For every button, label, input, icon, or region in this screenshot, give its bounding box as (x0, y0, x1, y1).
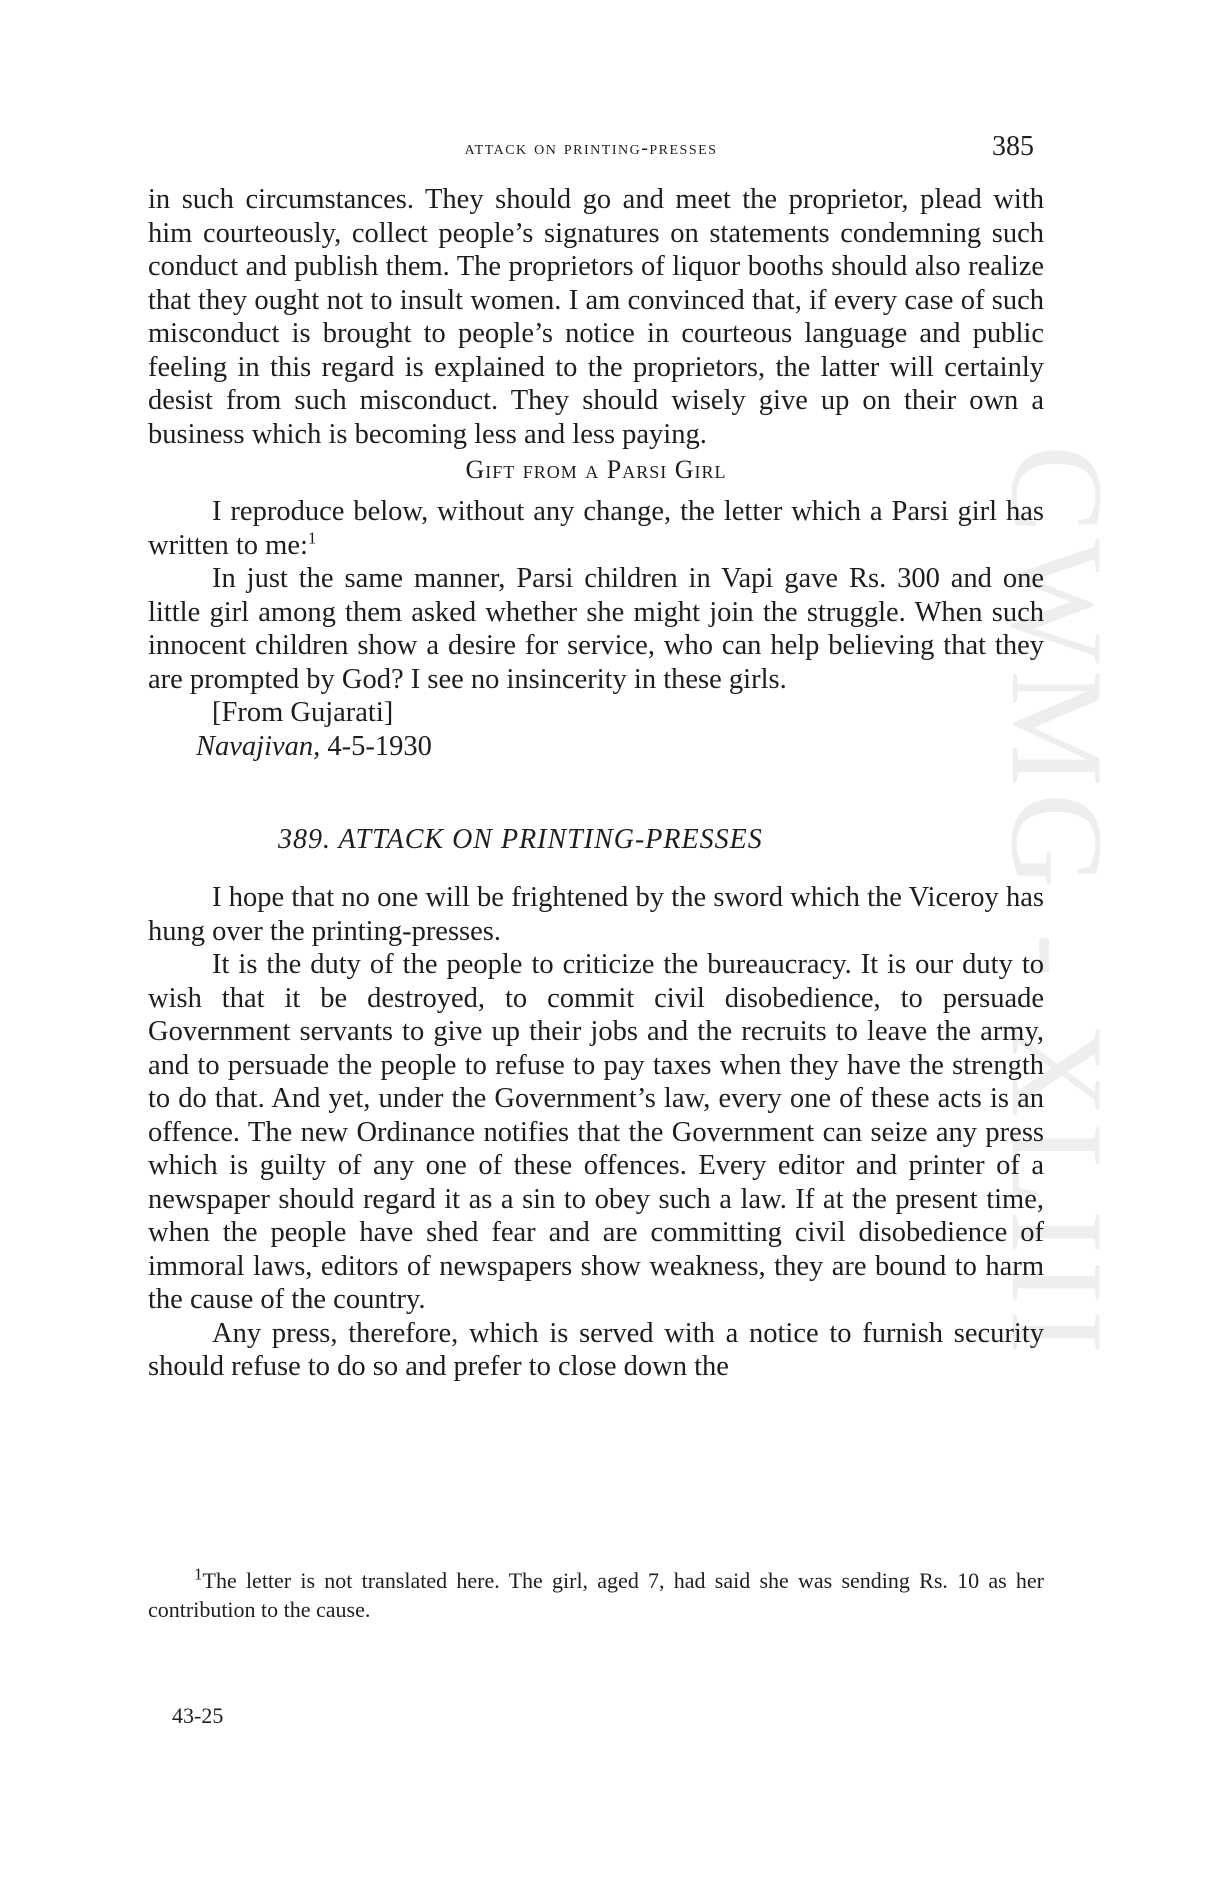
signature-mark: 43-25 (172, 1703, 224, 1728)
section-paragraph-2: In just the same manner, Parsi children in Vapi gave Rs. 300 and one little girl among them asked whether she might join the struggle. When such innocent children show a desire for service, who can help believing that they are prompted by God? I see no insincerity in these girls. (148, 563, 1044, 695)
footnote-reference: 1 (307, 528, 317, 547)
watermark-text: CWMG - XLIII (984, 445, 1131, 1361)
continuation-paragraph: in such circumstances. They should go and meet the proprietor, plead with him courteously, collect people’s signatures on statements condemning such conduct and publish them. The proprietors of liquor booths should also realize that they ought not to insult women. I am convinced that, if every case of such misconduct is brought to people’s notice in courteous language and public feeling in this regard is explained to the proprietors, the latter will certainly desist from such misconduct. They should wisely give up on their own a business which is becoming less and less paying. (148, 184, 1044, 450)
footnote-marker: 1 (194, 1564, 203, 1584)
article-paragraph-3: Any press, therefore, which is served with a notice to furnish security should refuse to do so and prefer to close down the (148, 1317, 1044, 1382)
section-paragraph-1-text: I reproduce below, without any change, the letter which a Parsi girl has written to me: (148, 496, 1044, 561)
footnote-body: The letter is not translated here. The girl, aged 7, had said she was sending Rs. 10 as her contribution to the cause. (148, 1568, 1044, 1622)
footnote-text (148, 1566, 1044, 1624)
page-body (148, 183, 1044, 1384)
footnote (148, 1566, 1044, 1624)
article-paragraph-1: I hope that no one will be frightened by the sword which the Viceroy has hung over the printing-presses. (148, 882, 1044, 947)
page-number: 385 (992, 131, 1034, 162)
section-subhead: Gift from a Parsi Girl (465, 455, 727, 484)
section-paragraph-1 (148, 495, 1044, 562)
page-header (148, 131, 1034, 170)
article-paragraph-2: It is the duty of the people to criticize the bureaucracy. It is our duty to wish that it be destroyed, to commit civil disobedience, to persuade Government servants to give up their jobs and the recruits to leave the army, and to persuade the people to refuse to pay taxes when they have the strength to do that. And yet, under the Government’s law, every one of these acts is an offence. The new Ordinance notifies that the Government can seize any press which is guilty of any one of these offences. Every editor and printer of a newspaper should regard it as a sin to obey such a law. If at the present time, when the people have shed fear and are committing civil disobedience of immoral laws, editors of newspapers show weakness, they are bound to harm the cause of the country. (148, 949, 1044, 1315)
article-title: 389. ATTACK ON PRINTING-PRESSES (278, 824, 763, 855)
source-date: 4-5-1930 (327, 730, 432, 762)
source-publication: Navajivan, (196, 730, 321, 762)
source-citation (148, 730, 1044, 764)
running-head: attack on printing-presses (464, 137, 718, 159)
source-note: [From Gujarati] (212, 697, 394, 728)
